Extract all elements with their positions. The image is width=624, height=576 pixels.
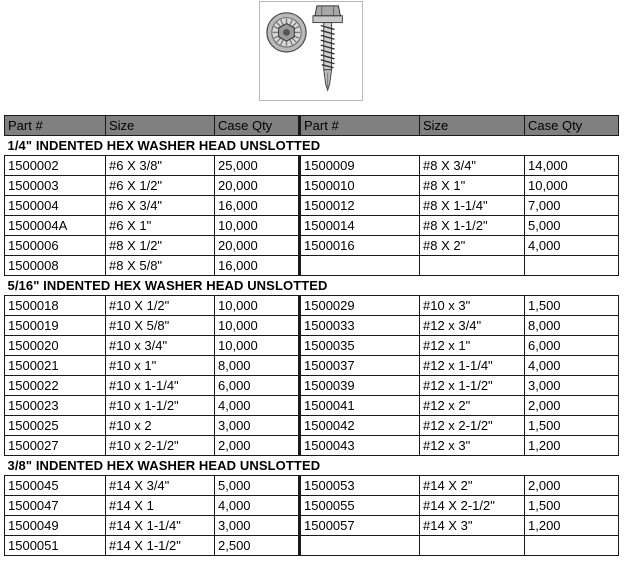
size-cell: #12 x 3/4" <box>420 316 525 336</box>
case-qty-cell: 3,000 <box>215 416 300 436</box>
case-qty-cell: 10,000 <box>525 176 619 196</box>
size-cell: #8 X 5/8" <box>106 256 215 276</box>
column-header: Part # <box>300 116 420 136</box>
part-number-cell: 1500029 <box>300 296 420 316</box>
table-header-row <box>5 116 619 136</box>
case-qty-cell <box>525 256 619 276</box>
size-cell <box>420 256 525 276</box>
case-qty-cell: 8,000 <box>215 356 300 376</box>
size-cell: #8 X 1" <box>420 176 525 196</box>
part-number-cell: 1500004 <box>5 196 106 216</box>
size-cell: #10 X 5/8" <box>106 316 215 336</box>
section-title: 1/4" INDENTED HEX WASHER HEAD UNSLOTTED <box>5 136 619 156</box>
case-qty-cell: 16,000 <box>215 196 300 216</box>
size-cell: #10 x 1-1/4" <box>106 376 215 396</box>
column-header: Part # <box>5 116 106 136</box>
screw-icon <box>260 2 362 100</box>
size-cell: #12 x 2-1/2" <box>420 416 525 436</box>
case-qty-cell: 2,000 <box>525 476 619 496</box>
part-number-cell: 1500043 <box>300 436 420 456</box>
part-number-cell: 1500021 <box>5 356 106 376</box>
part-number-cell: 1500014 <box>300 216 420 236</box>
size-cell: #10 X 1/2" <box>106 296 215 316</box>
case-qty-cell: 1,500 <box>525 416 619 436</box>
size-cell: #10 x 3/4" <box>106 336 215 356</box>
size-cell: #12 x 1" <box>420 336 525 356</box>
size-cell: #12 x 3" <box>420 436 525 456</box>
case-qty-cell: 10,000 <box>215 216 300 236</box>
part-number-cell: 1500047 <box>5 496 106 516</box>
size-cell: #10 x 1-1/2" <box>106 396 215 416</box>
size-cell: #12 x 1-1/4" <box>420 356 525 376</box>
table-row <box>5 536 619 556</box>
part-number-cell: 1500009 <box>300 156 420 176</box>
case-qty-cell: 1,200 <box>525 516 619 536</box>
product-image <box>259 1 363 101</box>
case-qty-cell: 10,000 <box>215 316 300 336</box>
part-number-cell: 1500041 <box>300 396 420 416</box>
case-qty-cell: 20,000 <box>215 236 300 256</box>
part-number-cell <box>300 256 420 276</box>
size-cell: #14 X 3" <box>420 516 525 536</box>
part-number-cell: 1500003 <box>5 176 106 196</box>
size-cell: #8 X 1-1/2" <box>420 216 525 236</box>
table-row <box>5 476 619 496</box>
part-number-cell: 1500025 <box>5 416 106 436</box>
size-cell: #12 x 1-1/2" <box>420 376 525 396</box>
table-row <box>5 436 619 456</box>
size-cell: #14 X 3/4" <box>106 476 215 496</box>
column-header: Size <box>420 116 525 136</box>
case-qty-cell: 1,500 <box>525 496 619 516</box>
table-row <box>5 496 619 516</box>
size-cell: #6 X 1" <box>106 216 215 236</box>
case-qty-cell: 6,000 <box>525 336 619 356</box>
size-cell: #12 x 2" <box>420 396 525 416</box>
size-cell: #8 X 2" <box>420 236 525 256</box>
part-number-cell: 1500012 <box>300 196 420 216</box>
case-qty-cell: 14,000 <box>525 156 619 176</box>
case-qty-cell: 8,000 <box>525 316 619 336</box>
size-cell: #8 X 3/4" <box>420 156 525 176</box>
size-cell <box>420 536 525 556</box>
part-number-cell: 1500053 <box>300 476 420 496</box>
table-row <box>5 396 619 416</box>
table-row <box>5 296 619 316</box>
table-row <box>5 336 619 356</box>
part-number-cell: 1500051 <box>5 536 106 556</box>
size-cell: #8 X 1-1/4" <box>420 196 525 216</box>
part-number-cell: 1500042 <box>300 416 420 436</box>
size-cell: #6 X 1/2" <box>106 176 215 196</box>
case-qty-cell: 4,000 <box>215 396 300 416</box>
case-qty-cell: 5,000 <box>215 476 300 496</box>
case-qty-cell: 16,000 <box>215 256 300 276</box>
case-qty-cell: 10,000 <box>215 336 300 356</box>
size-cell: #14 X 1-1/2" <box>106 536 215 556</box>
size-cell: #6 X 3/8" <box>106 156 215 176</box>
part-number-cell: 1500045 <box>5 476 106 496</box>
case-qty-cell: 4,000 <box>215 496 300 516</box>
table-row <box>5 256 619 276</box>
part-number-cell: 1500004A <box>5 216 106 236</box>
case-qty-cell: 1,500 <box>525 296 619 316</box>
case-qty-cell: 2,000 <box>215 436 300 456</box>
table-row <box>5 216 619 236</box>
part-number-cell: 1500002 <box>5 156 106 176</box>
size-cell: #10 x 3" <box>420 296 525 316</box>
case-qty-cell: 5,000 <box>525 216 619 236</box>
part-number-cell: 1500049 <box>5 516 106 536</box>
part-number-cell: 1500055 <box>300 496 420 516</box>
case-qty-cell: 4,000 <box>525 236 619 256</box>
case-qty-cell: 3,000 <box>215 516 300 536</box>
size-cell: #8 X 1/2" <box>106 236 215 256</box>
column-header: Case Qty <box>525 116 619 136</box>
part-number-cell: 1500039 <box>300 376 420 396</box>
part-number-cell: 1500033 <box>300 316 420 336</box>
part-number-cell: 1500016 <box>300 236 420 256</box>
table-row <box>5 236 619 256</box>
part-number-cell: 1500010 <box>300 176 420 196</box>
table-row <box>5 356 619 376</box>
section-title-row <box>5 456 619 476</box>
section-title-row <box>5 276 619 296</box>
size-cell: #14 X 1 <box>106 496 215 516</box>
case-qty-cell: 10,000 <box>215 296 300 316</box>
table-row <box>5 196 619 216</box>
table-row <box>5 176 619 196</box>
section-title: 3/8" INDENTED HEX WASHER HEAD UNSLOTTED <box>5 456 619 476</box>
table-row <box>5 156 619 176</box>
part-number-cell: 1500037 <box>300 356 420 376</box>
size-cell: #14 X 1-1/4" <box>106 516 215 536</box>
case-qty-cell: 7,000 <box>525 196 619 216</box>
part-number-cell: 1500035 <box>300 336 420 356</box>
table-row <box>5 416 619 436</box>
size-cell: #10 x 1" <box>106 356 215 376</box>
size-cell: #10 x 2 <box>106 416 215 436</box>
part-number-cell: 1500020 <box>5 336 106 356</box>
size-cell: #14 X 2" <box>420 476 525 496</box>
case-qty-cell: 25,000 <box>215 156 300 176</box>
column-header: Size <box>106 116 215 136</box>
size-cell: #10 x 2-1/2" <box>106 436 215 456</box>
part-number-cell: 1500019 <box>5 316 106 336</box>
part-number-cell: 1500008 <box>5 256 106 276</box>
part-number-cell: 1500057 <box>300 516 420 536</box>
part-number-cell: 1500006 <box>5 236 106 256</box>
case-qty-cell <box>525 536 619 556</box>
case-qty-cell: 1,200 <box>525 436 619 456</box>
case-qty-cell: 3,000 <box>525 376 619 396</box>
table-row <box>5 376 619 396</box>
case-qty-cell: 2,500 <box>215 536 300 556</box>
section-title-row <box>5 136 619 156</box>
case-qty-cell: 2,000 <box>525 396 619 416</box>
case-qty-cell: 4,000 <box>525 356 619 376</box>
case-qty-cell: 20,000 <box>215 176 300 196</box>
part-number-cell: 1500027 <box>5 436 106 456</box>
section-title: 5/16" INDENTED HEX WASHER HEAD UNSLOTTED <box>5 276 619 296</box>
part-number-cell: 1500022 <box>5 376 106 396</box>
table-row <box>5 516 619 536</box>
part-number-cell: 1500018 <box>5 296 106 316</box>
parts-table <box>4 115 619 556</box>
size-cell: #14 X 2-1/2" <box>420 496 525 516</box>
part-number-cell: 1500023 <box>5 396 106 416</box>
size-cell: #6 X 3/4" <box>106 196 215 216</box>
case-qty-cell: 6,000 <box>215 376 300 396</box>
part-number-cell <box>300 536 420 556</box>
table-row <box>5 316 619 336</box>
column-header: Case Qty <box>215 116 300 136</box>
